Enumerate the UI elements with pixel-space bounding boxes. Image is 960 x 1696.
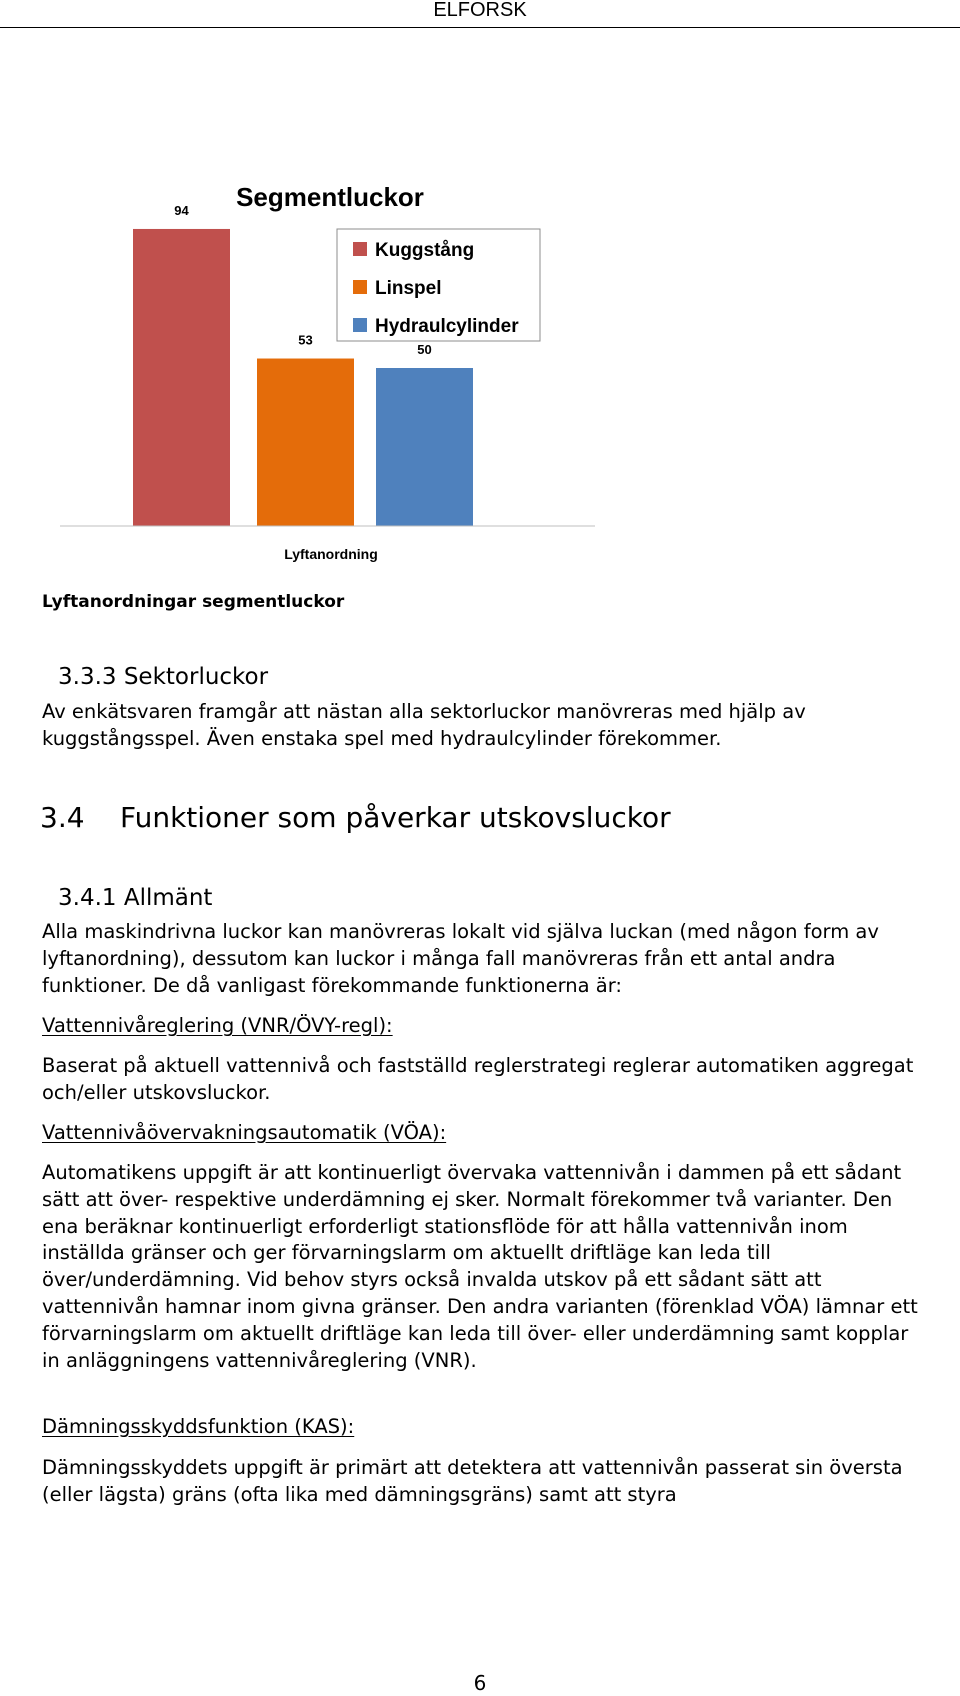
legend-swatch-linspel <box>353 280 367 294</box>
header-divider <box>0 27 960 28</box>
bar-linspel <box>257 359 354 526</box>
paragraph-vnr: Baserat på aktuell vattennivå och fastställd reglerstrategi reglerar automatiken aggregat och/eller utskovsluckor. <box>42 1054 914 1104</box>
legend-swatch-kuggst-ng <box>353 242 367 256</box>
bar-hydraulcylinder <box>376 368 473 526</box>
legend-label-linspel: Linspel <box>375 278 442 299</box>
x-axis-label: Lyftanordning <box>284 546 378 562</box>
heading-3-4-1: 3.4.1 Allmänt <box>58 885 213 911</box>
data-label-kuggst-ng: 94 <box>174 202 189 218</box>
heading-3-4 <box>40 801 671 835</box>
figure-caption: Lyftanordningar segmentluckor <box>42 592 345 612</box>
page-number: 6 <box>473 1671 487 1695</box>
legend-label-hydraulcylinder: Hydraulcylinder <box>375 316 519 337</box>
data-label-linspel: 53 <box>298 332 313 348</box>
subheading-voa: Vattennivåövervakningsautomatik (VÖA): <box>42 1121 447 1144</box>
segmentluckor-chart <box>60 180 600 570</box>
page-header: ELFORSK <box>433 0 527 21</box>
paragraph-allmant: Alla maskindrivna luckor kan manövreras lokalt vid själva luckan (med någon form av lyftanordning), dessutom kan luckor i många fall manövreras från ett antal andra funktioner. De då vanligast förekommande funktionerna är: <box>42 920 879 997</box>
legend-swatch-hydraulcylinder <box>353 318 367 332</box>
paragraph-kas: Dämningsskyddets uppgift är primärt att detektera att vattennivån passerat sin översta (eller lägsta) gräns (ofta lika med dämningsgräns) samt att styra <box>42 1456 903 1506</box>
paragraph-voa: Automatikens uppgift är att kontinuerligt övervaka vattennivån i dammen på ett sådant sätt att över- respektive underdämning ej sker. Normalt förekommer två varianter. Den ena beräknar kontinuerligt erforderligt stationsflöde för att hålla vattennivån inom inställda gränser och ger förvarningslarm om aktuellt driftläge kan leda till över/underdämning. Vid behov styrs också invalda utskov på ett sådant sätt att vattennivån hamnar inom givna gränser. Den andra varianten (förenklad VÖA) lämnar ett förvarningslarm om aktuellt driftläge kan leda till över- eller underdämning samt kopplar in anläggningens vattennivåreglering (VNR). <box>42 1161 918 1372</box>
data-label-hydraulcylinder: 50 <box>417 342 432 357</box>
paragraph-sektorluckor: Av enkätsvaren framgår att nästan alla sektorluckor manövreras med hjälp av kuggstångsspel. Även enstaka spel med hydraulcylinder förekommer. <box>42 700 806 750</box>
legend-label-kuggst-ng: Kuggstång <box>375 240 475 261</box>
heading-3-4-title: Funktioner som påverkar utskovsluckor <box>120 801 671 834</box>
chart-legend <box>337 229 540 341</box>
bar-kuggst-ng <box>133 229 230 526</box>
heading-3-4-number: 3.4 <box>40 801 85 834</box>
subheading-vnr: Vattennivåreglering (VNR/ÖVY-regl): <box>42 1014 393 1037</box>
subheading-kas: Dämningsskyddsfunktion (KAS): <box>42 1415 355 1438</box>
heading-3-3-3: 3.3.3 Sektorluckor <box>58 664 269 690</box>
chart-title: Segmentluckor <box>236 182 424 212</box>
